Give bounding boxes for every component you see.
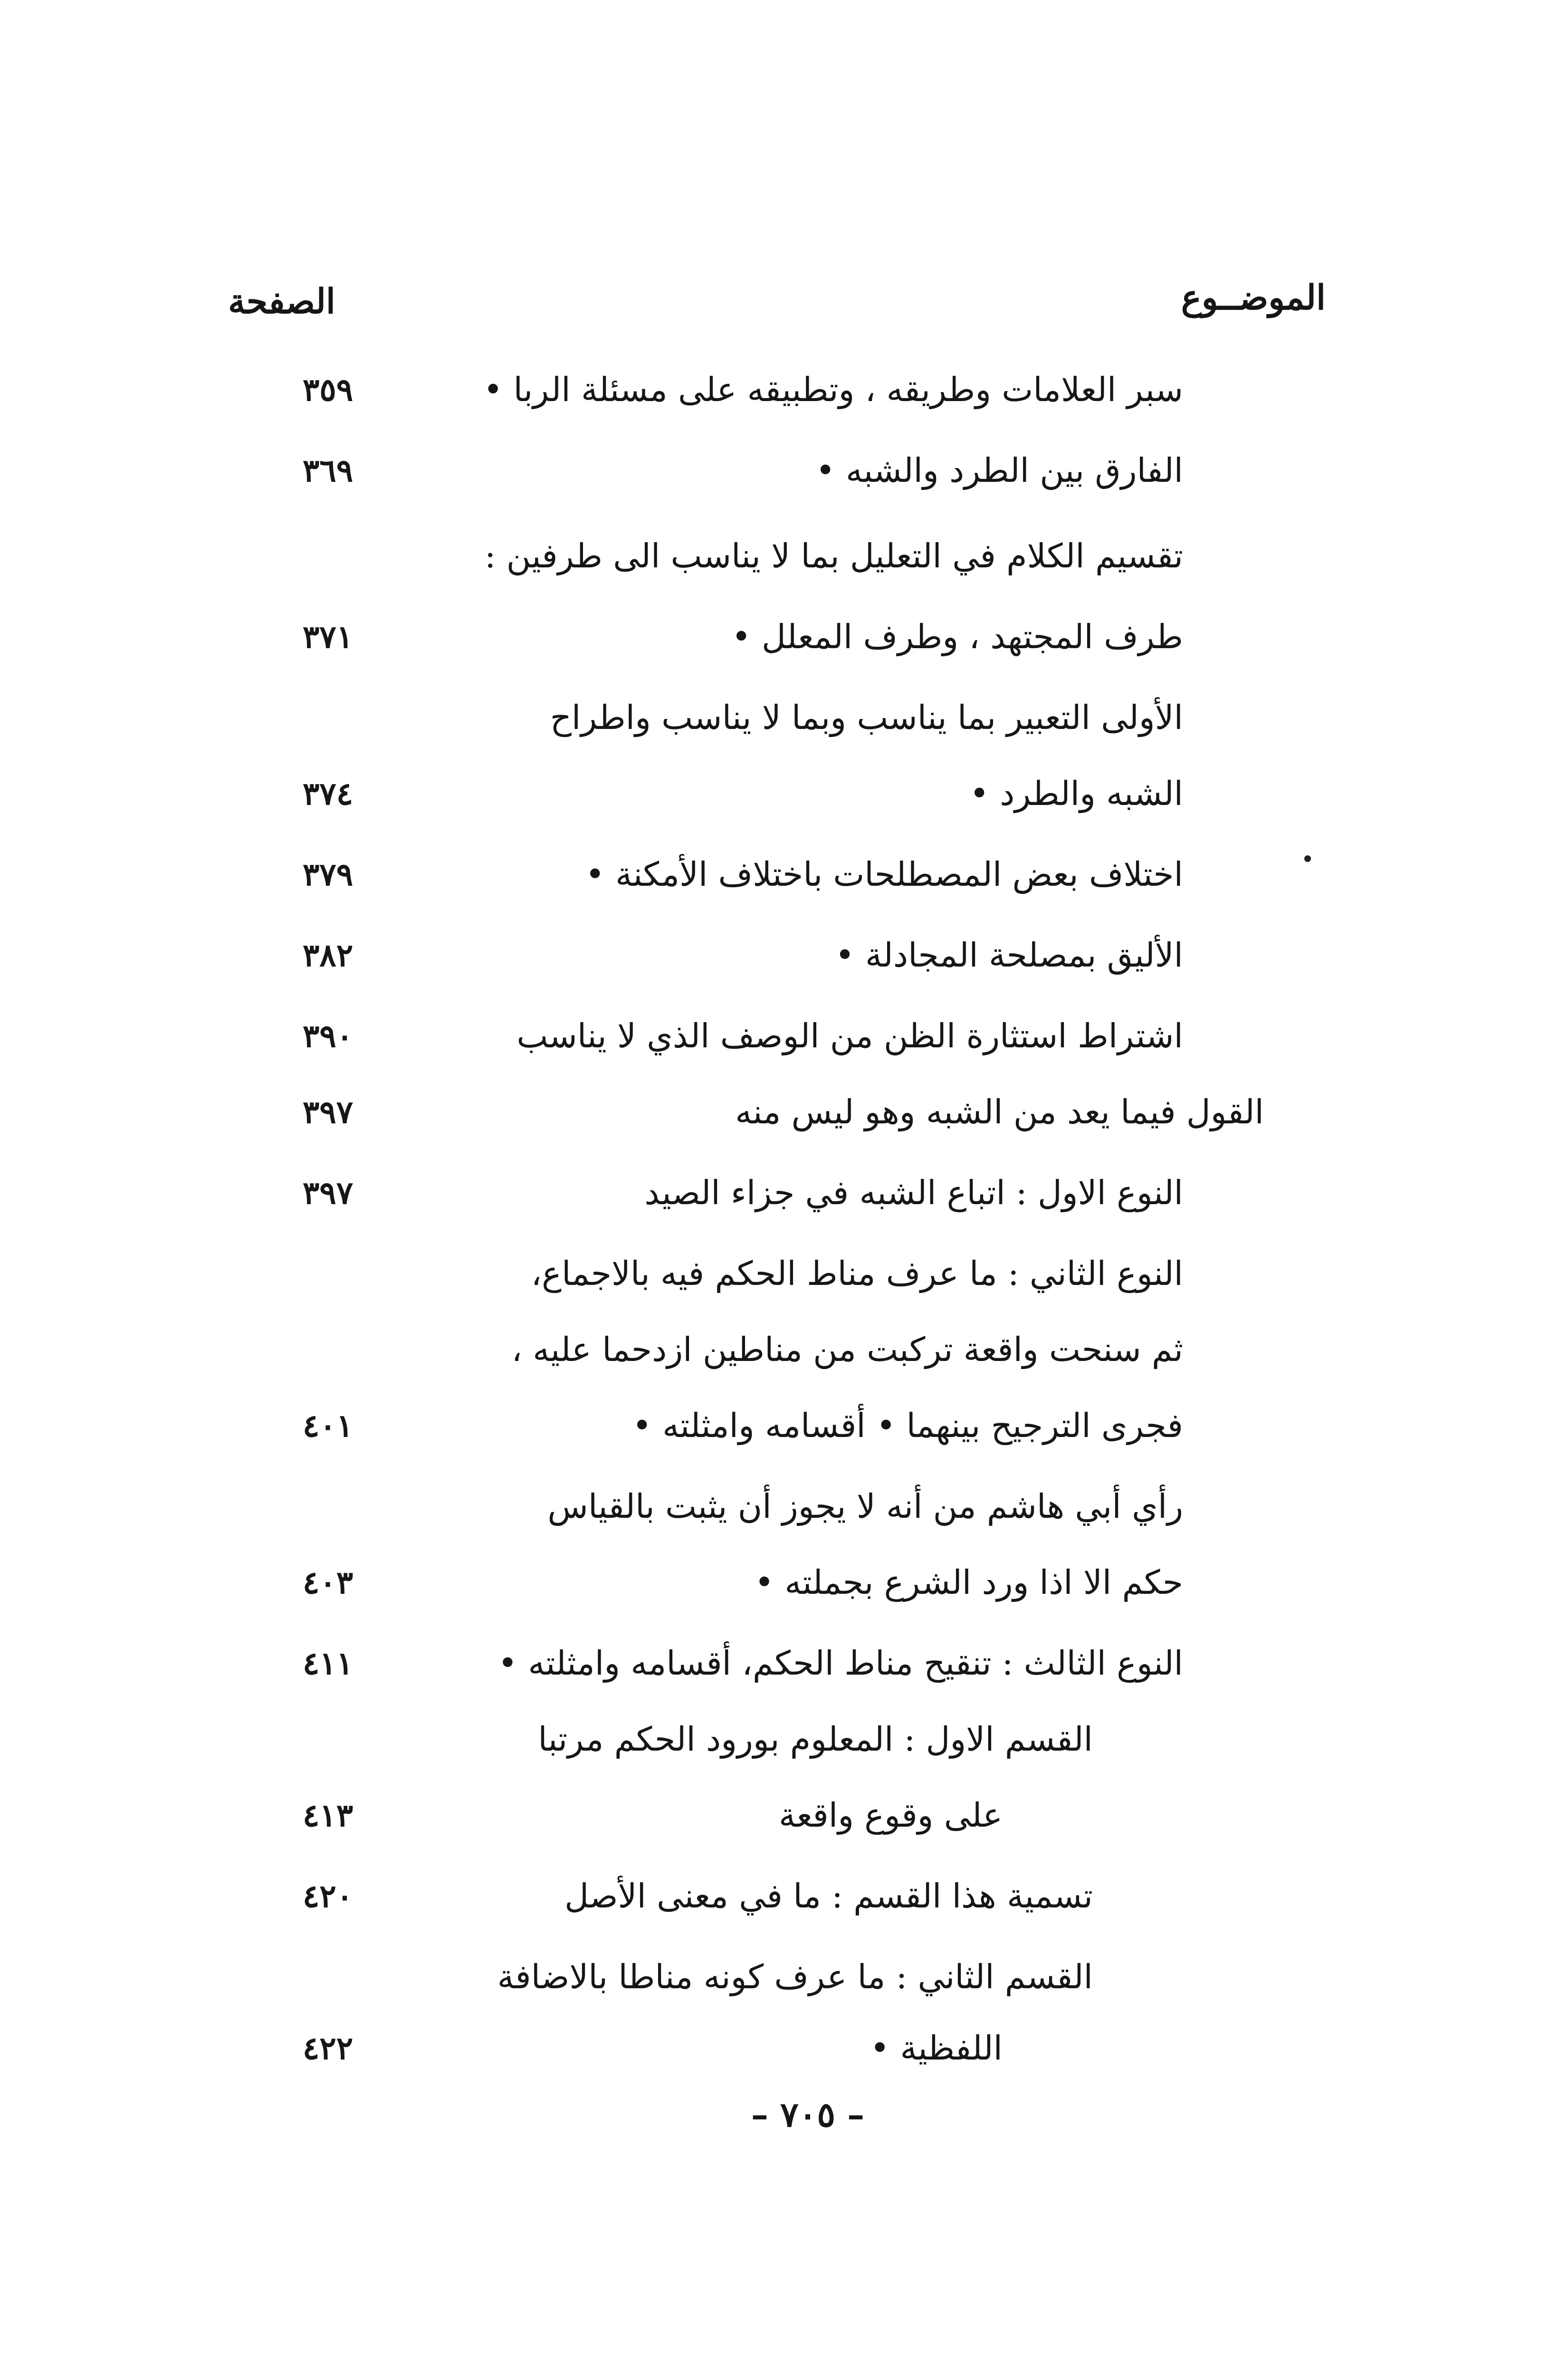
index-entry — [0, 1397, 1568, 1454]
page-column-header: الصفحة — [228, 281, 335, 321]
index-entry — [0, 1948, 1568, 2005]
entry-topic: اللفظية • — [870, 2029, 1003, 2068]
entry-topic: اختلاف بعض المصطلحات باختلاف الأمكنة • — [585, 855, 1183, 894]
entry-page-number: ٣٩٧ — [302, 1093, 354, 1131]
entry-topic: فجرى الترجيح بينهما • أقسامه وامثلته • — [632, 1406, 1183, 1445]
entry-topic: الشبه والطرد • — [969, 774, 1183, 813]
entry-page-number: ٤٢٢ — [302, 2030, 354, 2067]
entry-page-number: ٣٧٤ — [302, 775, 354, 812]
entry-topic: النوع الاول : اتباع الشبه في جزاء الصيد — [644, 1173, 1183, 1212]
entry-topic: حكم الا اذا ورد الشرع بجملته • — [754, 1563, 1183, 1602]
entry-topic: ثم سنحت واقعة تركبت من مناطين ازدحما عليه ، — [511, 1330, 1183, 1369]
index-entry — [0, 1868, 1568, 1925]
index-entry — [0, 689, 1568, 746]
index-entry — [0, 1007, 1568, 1064]
ink-speck — [1304, 855, 1311, 862]
index-entry — [0, 927, 1568, 984]
index-entry — [0, 1083, 1568, 1140]
index-entry — [0, 442, 1568, 499]
index-entry — [0, 1164, 1568, 1221]
entry-page-number: ٣٧٩ — [302, 856, 354, 893]
entry-topic: طرف المجتهد ، وطرف المعلل • — [731, 617, 1183, 656]
entry-topic: النوع الثالث : تنقيح مناط الحكم، أقسامه وامثلته • — [497, 1644, 1183, 1683]
index-entry — [0, 765, 1568, 822]
entry-topic: تقسيم الكلام في التعليل بما لا يناسب الى طرفين : — [484, 537, 1183, 575]
entry-topic: الأولى التعبير بما يناسب وبما لا يناسب واطراح — [550, 698, 1183, 737]
index-entry — [0, 1787, 1568, 1844]
entry-topic: على وقوع واقعة — [779, 1796, 1003, 1835]
entry-topic: النوع الثاني : ما عرف مناط الحكم فيه بالاجماع، — [531, 1254, 1183, 1293]
index-entry — [0, 527, 1568, 584]
entry-topic: الفارق بين الطرد والشبه • — [815, 451, 1183, 490]
page-folio-number: – ٧٠٥ – — [751, 2094, 865, 2135]
entry-topic: اشتراط استثارة الظن من الوصف الذي لا يناسب — [516, 1016, 1183, 1055]
topic-column-header: الموضــوع — [1181, 277, 1326, 317]
entry-page-number: ٣٦٩ — [302, 452, 354, 489]
entry-topic: سبر العلامات وطريقه ، وتطبيقه على مسئلة الربا • — [483, 370, 1183, 409]
entry-topic: رأي أبي هاشم من أنه لا يجوز أن يثبت بالقياس — [547, 1487, 1183, 1526]
entry-page-number: ٣٧١ — [302, 618, 354, 655]
index-entry — [0, 1321, 1568, 1378]
entry-page-number: ٤١١ — [302, 1645, 354, 1682]
entry-page-number: ٤١٣ — [302, 1797, 354, 1834]
index-entry — [0, 1635, 1568, 1692]
index-entry — [0, 1478, 1568, 1535]
entry-page-number: ٣٩٧ — [302, 1174, 354, 1211]
entry-topic: القول فيما يعد من الشبه وهو ليس منه — [735, 1092, 1264, 1131]
index-entry — [0, 1711, 1568, 1768]
entry-page-number: ٣٥٩ — [302, 371, 354, 408]
index-entry — [0, 1245, 1568, 1302]
entry-page-number: ٤٠١ — [302, 1407, 354, 1444]
entry-topic: الأليق بمصلحة المجادلة • — [835, 936, 1183, 975]
index-entry — [0, 846, 1568, 903]
entry-page-number: ٤٢٠ — [302, 1878, 354, 1915]
index-entry — [0, 2020, 1568, 2077]
index-entry — [0, 361, 1568, 418]
entry-page-number: ٣٨٢ — [302, 937, 354, 974]
entry-topic: القسم الاول : المعلوم بورود الحكم مرتبا — [538, 1720, 1093, 1759]
entry-page-number: ٤٠٣ — [302, 1564, 354, 1601]
entry-topic: تسمية هذا القسم : ما في معنى الأصل — [564, 1877, 1093, 1916]
index-entry — [0, 1554, 1568, 1611]
entry-page-number: ٣٩٠ — [302, 1017, 354, 1054]
entry-topic: القسم الثاني : ما عرف كونه مناطا بالاضافة — [497, 1957, 1093, 1996]
index-entry — [0, 608, 1568, 665]
